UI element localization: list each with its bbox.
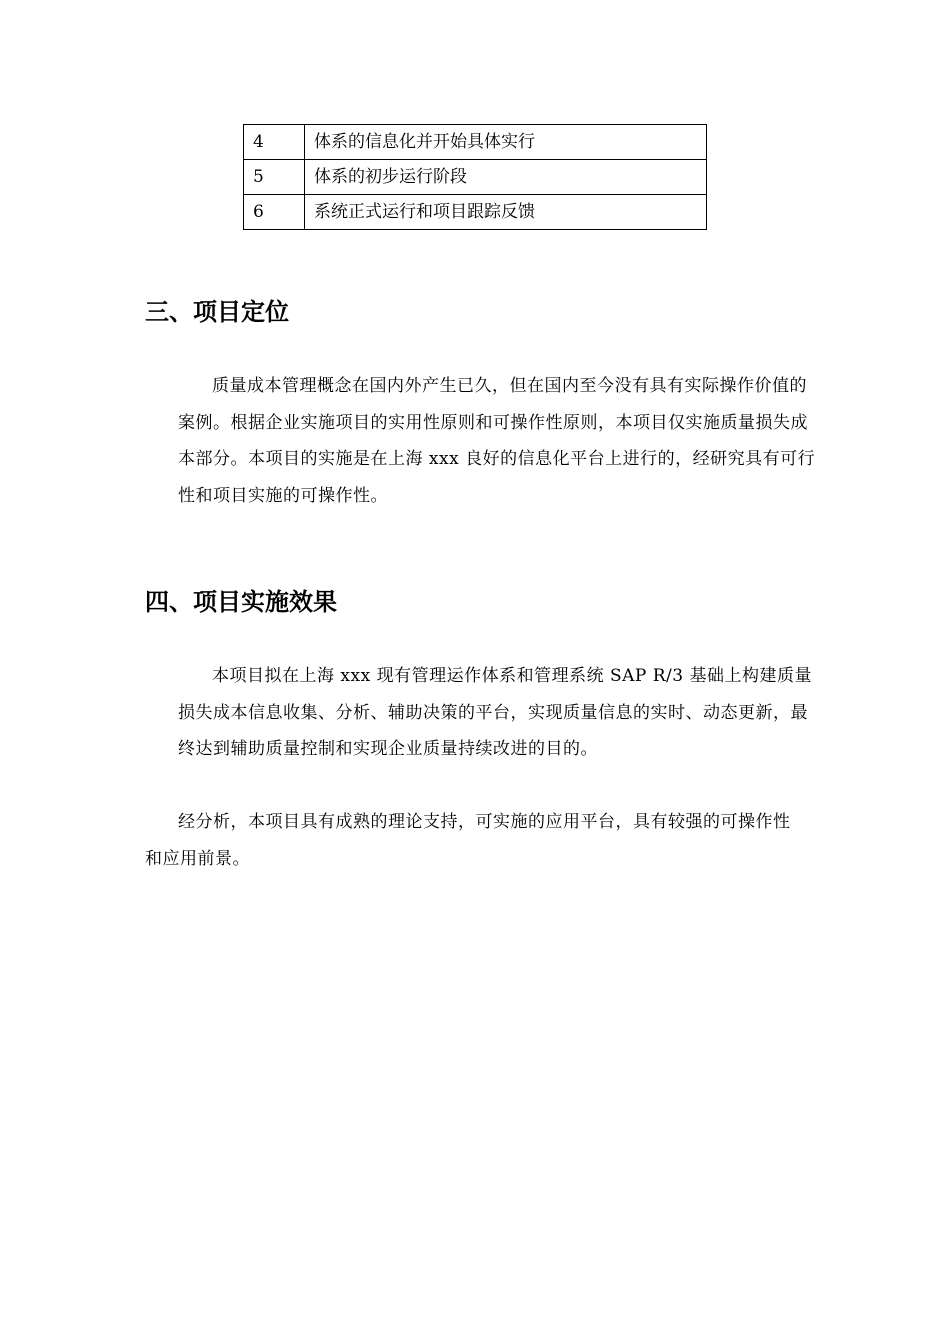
table-row (244, 195, 707, 230)
row-number: 4 (244, 125, 305, 160)
row-number: 5 (244, 160, 305, 195)
row-text: 系统正式运行和项目跟踪反馈 (305, 195, 707, 230)
section-heading-project-positioning: 三、项目定位 (145, 298, 289, 326)
table-row (244, 160, 707, 195)
project-positioning-paragraph: 质量成本管理概念在国内外产生已久，但在国内至今没有具有实际操作价值的案例。根据企业实施项目的实用性原则和可操作性原则，本项目仅实施质量损失成本部分。本项目的实施是在上海 xxx 良好的信息化平台上进行的，经研究具有可行性和项目实施的可操作性。 (178, 376, 816, 506)
row-text: 体系的初步运行阶段 (305, 160, 707, 195)
section-heading-implementation-effect: 四、项目实施效果 (145, 588, 337, 616)
row-text: 体系的信息化并开始具体实行 (305, 125, 707, 160)
implementation-effect-paragraph: 本项目拟在上海 xxx 现有管理运作体系和管理系统 SAP R/3 基础上构建质量损失成本信息收集、分析、辅助决策的平台，实现质量信息的实时、动态更新，最终达到辅助质量控制和实现企业质量持续改进的目的。 (178, 666, 812, 759)
row-number: 6 (244, 195, 305, 230)
steps-table (243, 124, 707, 230)
analysis-conclusion-paragraph: 经分析，本项目具有成熟的理论支持，可实施的应用平台，具有较强的可操作性和应用前景。 (145, 812, 791, 869)
table-row (244, 125, 707, 160)
